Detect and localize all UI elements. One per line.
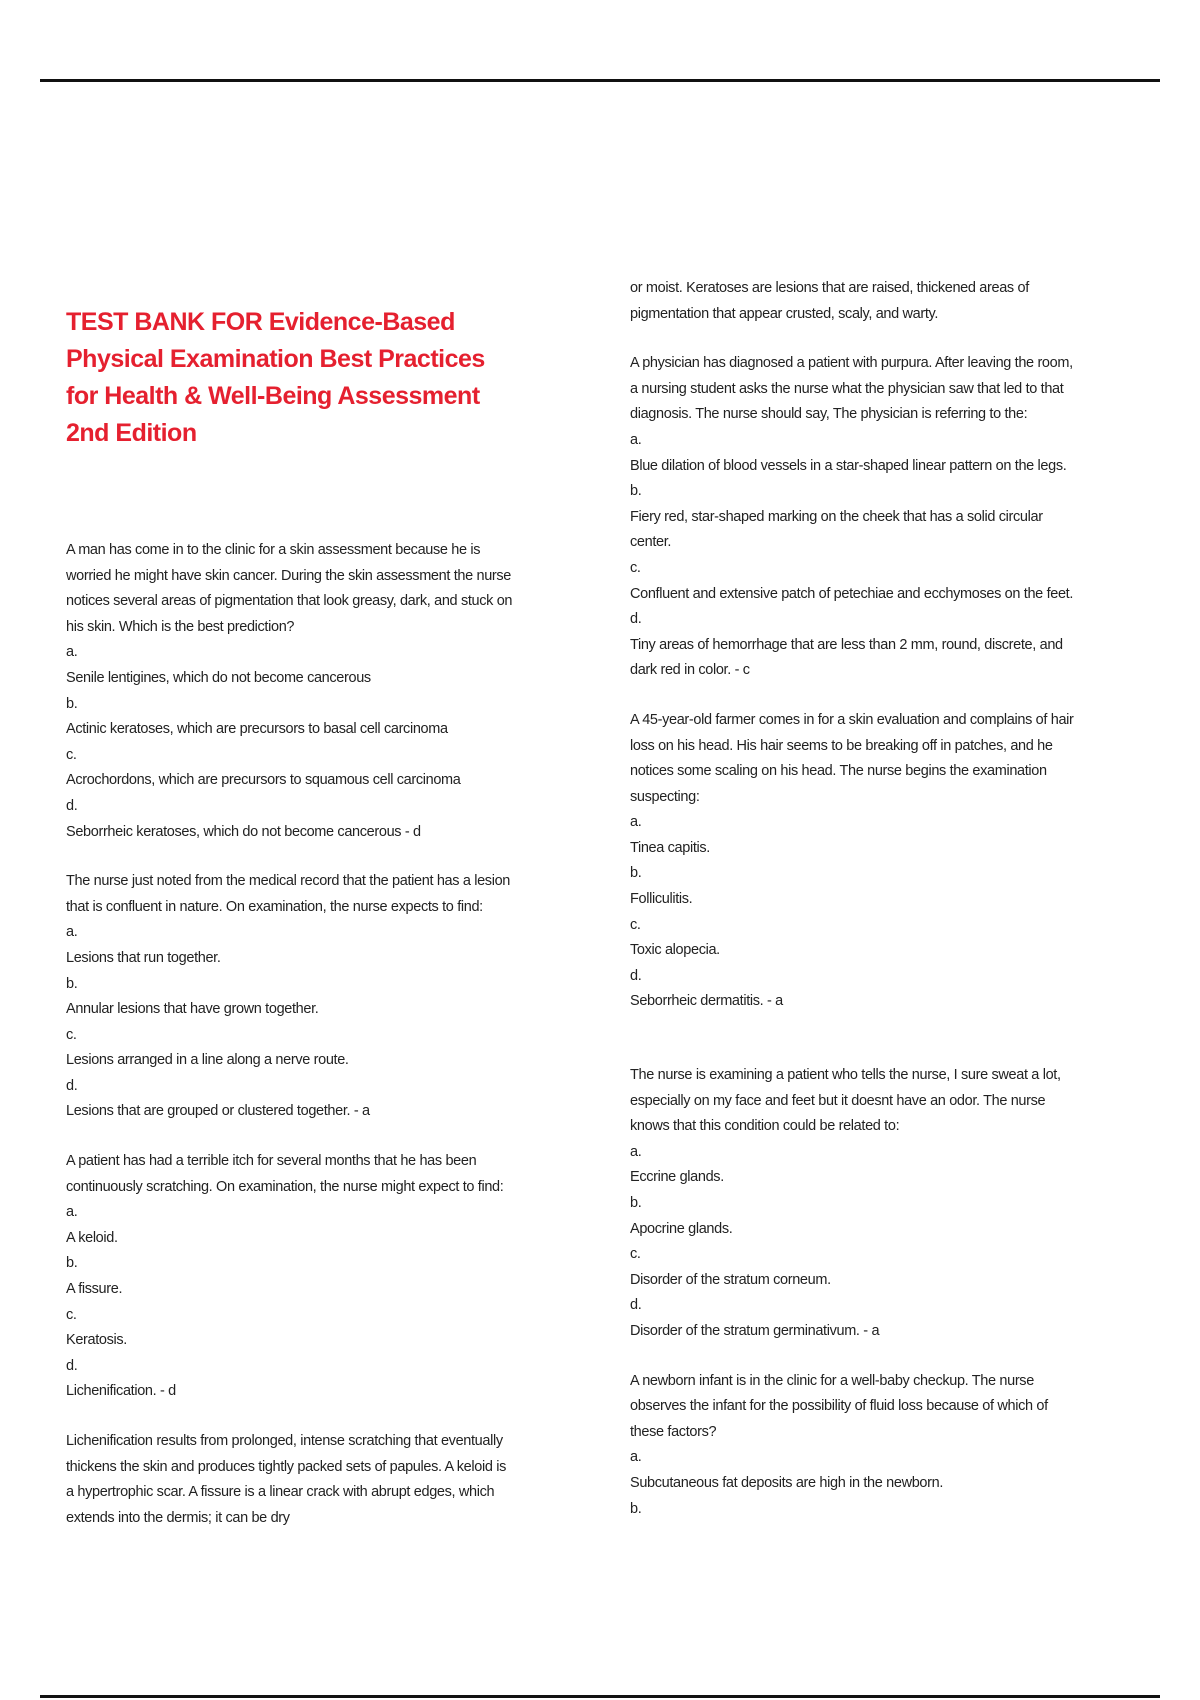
- option-letter: d.: [630, 1297, 642, 1314]
- right-column: [630, 276, 1080, 1546]
- option-letter: b.: [66, 975, 78, 992]
- question-block: [630, 276, 1080, 327]
- option-letter: b.: [630, 483, 642, 500]
- option-letter: a.: [630, 431, 642, 448]
- option-letter: a.: [630, 1449, 642, 1466]
- option-letter: b.: [630, 865, 642, 882]
- question-block: [630, 351, 1080, 684]
- option-text: Senile lentigines, which do not become cancerous: [66, 669, 371, 686]
- left-question-list: [66, 538, 516, 1531]
- option-text: Confluent and extensive patch of petechiae and ecchymoses on the feet.: [630, 585, 1074, 602]
- question-stem: A newborn infant is in the clinic for a well-baby checkup. The nurse observes the infant for the possibility of fluid loss because of which of these factors?: [630, 1372, 1048, 1440]
- option-text: Lichenification. - d: [66, 1383, 176, 1400]
- option-letter: a.: [66, 924, 78, 941]
- option-text: Toxic alopecia.: [630, 942, 720, 959]
- option-text: A fissure.: [66, 1281, 123, 1298]
- option-letter: a.: [630, 814, 642, 831]
- question-stem: The nurse just noted from the medical record that the patient has a lesion that is confluent in nature. On examination, the nurse expects to find:: [66, 873, 511, 915]
- option-letter: c.: [630, 559, 641, 576]
- option-letter: d.: [66, 1357, 78, 1374]
- option-text: Tinea capitis.: [630, 839, 710, 856]
- option-text: Disorder of the stratum germinativum. - a: [630, 1322, 880, 1339]
- option-letter: c.: [66, 1306, 77, 1323]
- question-block: [630, 708, 1080, 1015]
- option-text: Acrochordons, which are precursors to squamous cell carcinoma: [66, 772, 461, 789]
- bottom-rule: [40, 1695, 1160, 1698]
- option-text: Annular lesions that have grown together.: [66, 1001, 319, 1018]
- question-block: [630, 1369, 1080, 1523]
- option-text: Tiny areas of hemorrhage that are less than 2 mm, round, discrete, and dark red in color. - c: [630, 636, 1063, 679]
- option-text: Blue dilation of blood vessels in a star-shaped linear pattern on the legs.: [630, 457, 1067, 474]
- option-text: Folliculitis.: [630, 891, 693, 908]
- option-text: Lesions arranged in a line along a nerve route.: [66, 1052, 349, 1069]
- question-block: [66, 538, 516, 845]
- option-text: Seborrheic keratoses, which do not become cancerous - d: [66, 823, 421, 840]
- option-letter: d.: [630, 967, 642, 984]
- option-letter: a.: [630, 1143, 642, 1160]
- option-letter: a.: [66, 644, 78, 661]
- document-title: TEST BANK FOR Evidence-Based Physical Examination Best Practices for Health & Well-Being Assessment 2nd Edition: [66, 308, 485, 447]
- option-text: Actinic keratoses, which are precursors to basal cell carcinoma: [66, 721, 448, 738]
- question-stem: or moist. Keratoses are lesions that are raised, thickened areas of pigmentation that appear crusted, scaly, and warty.: [630, 280, 1029, 322]
- top-rule: [40, 79, 1160, 82]
- option-letter: b.: [66, 1255, 78, 1272]
- question-stem: A 45-year-old farmer comes in for a skin evaluation and complains of hair loss on his head. His hair seems to be breaking off in patches, and he notices some scaling on his head. The nurse begins the examination suspecting:: [630, 711, 1074, 805]
- option-letter: a.: [66, 1204, 78, 1221]
- option-text: Apocrine glands.: [630, 1220, 733, 1237]
- left-column: [66, 304, 516, 1555]
- option-letter: c.: [66, 1026, 77, 1043]
- option-text: Lesions that run together.: [66, 949, 221, 966]
- option-letter: d.: [66, 797, 78, 814]
- option-letter: b.: [66, 695, 78, 712]
- option-text: Disorder of the stratum corneum.: [630, 1271, 831, 1288]
- option-text: A keloid.: [66, 1229, 118, 1246]
- question-stem: Lichenification results from prolonged, intense scratching that eventually thickens the skin and produces tightly packed sets of papules. A keloid is a hypertrophic scar. A fissure is a linear crack with abrupt edges, which extends into the dermis; it can be dry: [66, 1433, 506, 1526]
- option-text: Keratosis.: [66, 1332, 127, 1349]
- option-text: Seborrheic dermatitis. - a: [630, 993, 783, 1010]
- question-stem: A physician has diagnosed a patient with purpura. After leaving the room, a nursing student asks the nurse what the physician saw that led to that diagnosis. The nurse should say, The physician is referring to the:: [630, 355, 1073, 423]
- right-question-list: [630, 276, 1080, 1522]
- option-letter: d.: [630, 611, 642, 628]
- option-letter: c.: [66, 746, 77, 763]
- option-text: Fiery red, star-shaped marking on the cheek that has a solid circular center.: [630, 508, 1043, 551]
- option-text: Subcutaneous fat deposits are high in the newborn.: [630, 1474, 944, 1491]
- option-letter: b.: [630, 1500, 642, 1517]
- option-text: Eccrine glands.: [630, 1169, 724, 1186]
- question-block: [630, 1063, 1080, 1345]
- question-stem: A man has come in to the clinic for a skin assessment because he is worried he might have skin cancer. During the skin assessment the nurse notices several areas of pigmentation that look greasy, dark, and stuck on his skin. Which is the best prediction?: [66, 542, 513, 635]
- question-stem: A patient has had a terrible itch for several months that he has been continuously scratching. On examination, the nurse might expect to find:: [66, 1153, 504, 1195]
- option-letter: c.: [630, 916, 641, 933]
- option-letter: c.: [630, 1246, 641, 1263]
- option-letter: d.: [66, 1077, 78, 1094]
- question-block: [66, 869, 516, 1125]
- question-block: [66, 1149, 516, 1405]
- option-text: Lesions that are grouped or clustered together. - a: [66, 1103, 370, 1120]
- question-stem: The nurse is examining a patient who tells the nurse, I sure sweat a lot, especially on my face and feet but it doesnt have an odor. The nurse knows that this condition could be related to:: [630, 1067, 1061, 1135]
- question-block: [66, 1429, 516, 1531]
- option-letter: b.: [630, 1195, 642, 1211]
